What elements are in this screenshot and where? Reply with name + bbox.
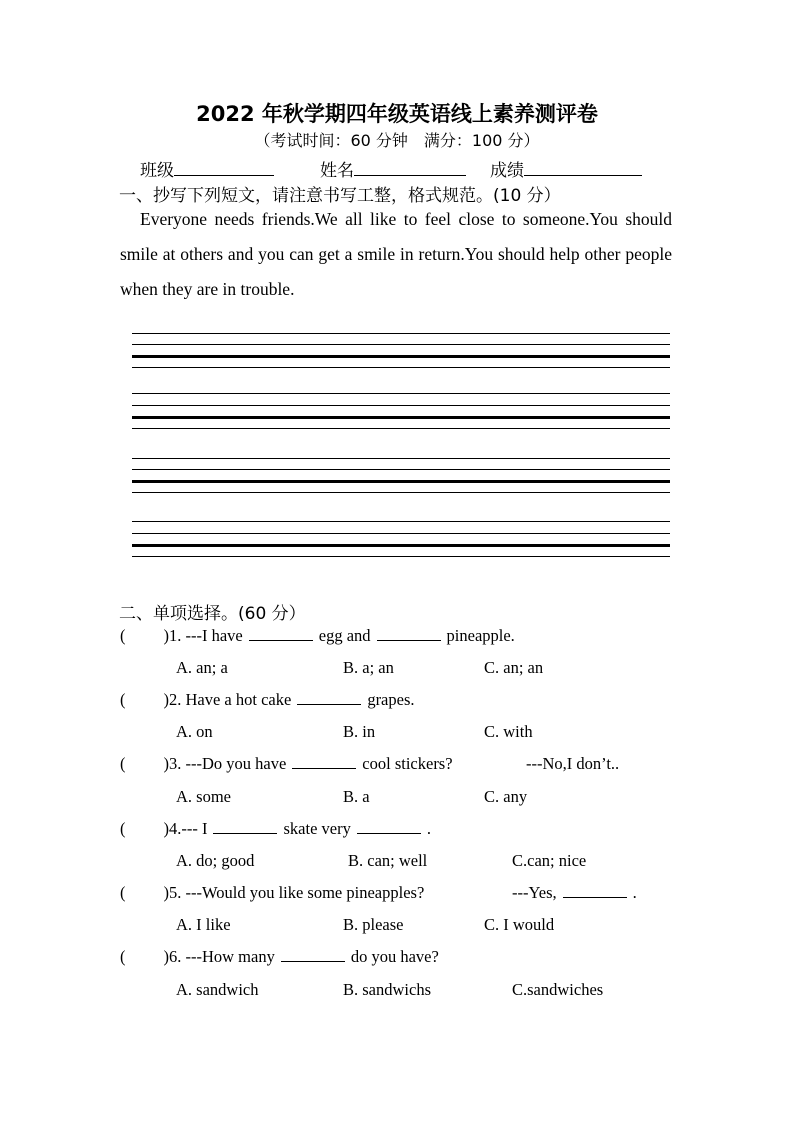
- option-b[interactable]: B. please: [343, 915, 404, 934]
- question-stem: )2. Have a hot cake: [163, 690, 292, 709]
- answer-paren[interactable]: (: [120, 754, 126, 773]
- question-stem: do you have?: [350, 947, 439, 966]
- answer-paren[interactable]: (: [120, 626, 126, 645]
- name-blank[interactable]: [354, 159, 466, 176]
- option-c[interactable]: C. I would: [484, 915, 555, 934]
- option-c[interactable]: C. with: [484, 722, 533, 741]
- option-b[interactable]: B. a: [343, 787, 370, 806]
- section1-heading: 一、抄写下列短文，请注意书写工整，格式规范。(10 分）: [119, 186, 561, 206]
- option-c[interactable]: C.can; nice: [512, 851, 587, 870]
- class-blank[interactable]: [174, 159, 274, 176]
- question-3-reply: ---No,I don’t..: [526, 754, 620, 773]
- name-label: 姓名: [320, 161, 354, 181]
- score-blank[interactable]: [524, 159, 642, 176]
- writing-line: [132, 428, 670, 429]
- passage-text: Everyone needs friends.We all like to feel close to someone.You should smile at others and you can get a smile in return.You should help other people when they are in trouble.: [120, 209, 672, 299]
- fill-blank: [292, 754, 356, 769]
- writing-line: [132, 492, 670, 493]
- option-b[interactable]: B. sandwichs: [343, 980, 431, 999]
- question-stem: pineapple.: [446, 626, 515, 645]
- writing-line: [132, 393, 670, 394]
- question-stem: )3. ---Do you have: [163, 754, 287, 773]
- class-label: 班级: [140, 161, 174, 181]
- fill-blank: [249, 626, 313, 641]
- option-a[interactable]: A. an; a: [176, 658, 228, 677]
- section2-heading: 二、单项选择。(60 分）: [119, 604, 306, 624]
- score-field: [490, 156, 642, 181]
- writing-line: [132, 544, 670, 547]
- question-2: [120, 690, 415, 710]
- question-stem: egg and: [318, 626, 371, 645]
- question-stem: skate very: [283, 819, 351, 838]
- writing-line: [132, 355, 670, 358]
- page-title: 2022 年秋学期四年级英语线上素养测评卷: [196, 102, 598, 126]
- answer-paren[interactable]: (: [120, 819, 126, 838]
- question-stem: cool stickers?: [362, 754, 453, 773]
- question-stem: )5. ---Would you like some pineapples?: [163, 883, 425, 902]
- option-b[interactable]: B. can; well: [348, 851, 428, 870]
- option-a[interactable]: A. do; good: [176, 851, 255, 870]
- option-a[interactable]: A. sandwich: [176, 980, 259, 999]
- answer-paren[interactable]: (: [120, 947, 126, 966]
- writing-line: [132, 344, 670, 345]
- writing-line: [132, 458, 670, 459]
- writing-line: [132, 367, 670, 368]
- writing-line: [132, 333, 670, 334]
- option-b[interactable]: B. a; an: [343, 658, 394, 677]
- option-a[interactable]: A. some: [176, 787, 231, 806]
- question-stem: .: [426, 819, 431, 838]
- answer-paren[interactable]: (: [120, 883, 126, 902]
- writing-line: [132, 469, 670, 470]
- writing-line: [132, 521, 670, 522]
- writing-line: [132, 533, 670, 534]
- writing-line: [132, 405, 670, 406]
- option-c[interactable]: C.sandwiches: [512, 980, 604, 999]
- question-stem: grapes.: [367, 690, 415, 709]
- question-1: [120, 626, 515, 646]
- writing-line: [132, 556, 670, 557]
- fill-blank: [213, 819, 277, 834]
- option-c[interactable]: C. any: [484, 787, 528, 806]
- fill-blank: [281, 947, 345, 962]
- question-4: [120, 819, 431, 839]
- question-stem: .: [632, 883, 637, 902]
- option-c[interactable]: C. an; an: [484, 658, 544, 677]
- class-field: [140, 156, 274, 181]
- option-a[interactable]: A. on: [176, 722, 213, 741]
- question-stem: )1. ---I have: [163, 626, 243, 645]
- copy-passage: [120, 202, 672, 307]
- option-b[interactable]: B. in: [343, 722, 376, 741]
- fill-blank: [357, 819, 421, 834]
- question-5: [120, 883, 424, 903]
- fill-blank: [297, 690, 361, 705]
- writing-line: [132, 416, 670, 419]
- exam-info: （考试时间：60 分钟 满分：100 分）: [254, 131, 540, 150]
- score-label: 成绩: [490, 161, 524, 181]
- question-5-reply: [512, 883, 637, 903]
- question-stem: )4.--- I: [163, 819, 208, 838]
- option-a[interactable]: A. I like: [176, 915, 231, 934]
- answer-paren[interactable]: (: [120, 690, 126, 709]
- writing-line: [132, 480, 670, 483]
- fill-blank: [377, 626, 441, 641]
- question-stem: )6. ---How many: [163, 947, 275, 966]
- question-stem: ---Yes,: [512, 883, 557, 902]
- question-3: [120, 754, 453, 774]
- name-field: [320, 156, 466, 181]
- question-6: [120, 947, 439, 967]
- fill-blank: [563, 883, 627, 898]
